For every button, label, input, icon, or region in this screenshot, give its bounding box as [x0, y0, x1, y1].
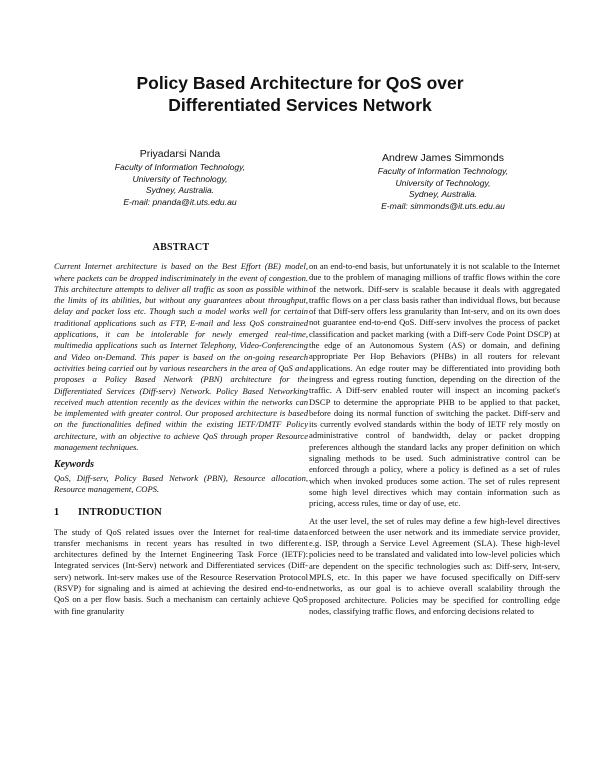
- abstract-heading: ABSTRACT: [152, 242, 210, 253]
- section-title: INTRODUCTION: [78, 507, 162, 519]
- section-number: 1: [54, 507, 60, 519]
- introduction-paragraph-1: The study of QoS related issues over the Internet for real-time data transfer mechanisms in recent years has resulted in two different architectures defined by the Internet Engineering Task Force (IETF): Integrated services (Int-Serv) network and Differentiated services (Diff-serv) network. Int-serv makes use of the Resource Reservation Protocol (RSVP) for signaling and is aimed at achieving the desired end-to-end QoS on a per flow basis. Such a mechanism can certainly achieve QoS with fine granularity: [54, 526, 308, 616]
- author-faculty: Faculty of Information Technology,: [114, 162, 246, 172]
- right-column-paragraph-2: At the user level, the set of rules may define a few high-level directives enforced between the user network and its immediate service provider, e.g. ISP, through a Service Level Agreement (SLA). These high-level policies need to be translated and validated into low-level policies which are dependent on the specific technologies such as: Diff-serv, Int-serv, MPLS, etc. In this paper we have focused specifically on Diff-serv networks, as our goal is to achieve overall scalability through the proposed architecture. Policies may be specified for controlling edge nodes, classifying traffic flows, and enforcing decisions related to: [309, 515, 560, 616]
- author-block-2: [330, 151, 556, 212]
- abstract-text: Current Internet architecture is based on the Best Effort (BE) model, where packets can be dropped indiscriminately in the event of congestion. This architecture attempts to deliver all traffic as soon as possible within the limits of its abilities, but without any guarantees about throughput, delay and packet loss etc. Though such a model works well for certain traditional applications such as FTP, E-mail and less QoS constrained applications, it can be intolerable for newly emerged real-time, multimedia applications such as Internet Telephony, Video-Conferencing and Video on-Demand. This paper is based on the on-going research activities being carried out by various researchers in the area of QoS and proposes a Policy Based Network (PBN) architecture for the Differentiated Services (Diff-serv) Network. Policy Based Networking received much attention recently as the devices within the networks can be implemented with greater control. Our proposed architecture is based on the functionalities defined within the existing IETF/DMTF Policy architecture, with an objective to achieve QoS through proper Resource management techniques.: [54, 261, 308, 453]
- author-name: Priyadarsi Nanda: [139, 148, 221, 160]
- author-name: Andrew James Simmonds: [382, 152, 504, 164]
- author-block-1: [80, 147, 280, 208]
- keywords-heading: Keywords: [54, 459, 94, 471]
- author-university: University of Technology,: [395, 177, 491, 188]
- author-city: Sydney, Australia.: [145, 185, 215, 195]
- author-university: University of Technology,: [132, 173, 228, 184]
- right-column-paragraph-1: on an end-to-end basis, but unfortunately it is not scalable to the Internet due to the problem of managing millions of traffic flows within the core of the network. Diff-serv is scalable because it deals with aggregated traffic flows on a per class basis rather than individual flows, but because of that Diff-serv offers less granularity than Int-serv, and on its own does not guarantee end-to-end QoS. Diff-serv involves the process of packet classification and packet marking (with a Diff-serv Code Point DSCP) at the edge of an Autonomous System (AS) or domain, and defining appropriate Per Hop Behaviors (PHBs) in all routers for relevant applications. An edge router may be differentiated into providing both ingress and egress routing function, depending on the direction of the traffic. A Diff-serv enabled router will inspect an incoming packet's DSCP to determine the appropriate PHB to be applied to that packet, before doing its normal function of switching the packet. Diff-serv and its currently evolved standards within the body of IETF rely mostly on administrative control of bandwidth, delay or packet dropping preferences although the standard lacks any proper definition on which signaling methods to be used. Such administrative control can be enforced through a policy, where a policy is defined as a set of rules which when invoked produces some action. The set of rules represent some high level directives which may contain information such as pricing, access rules, time or day of use, etc.: [309, 261, 560, 509]
- author-email[interactable]: E-mail: simmonds@it.uts.edu.au: [381, 200, 505, 211]
- author-email[interactable]: E-mail: pnanda@it.uts.edu.au: [123, 196, 237, 207]
- paper-title-line-1: Policy Based Architecture for QoS over: [136, 73, 464, 93]
- keywords-text: QoS, Diff-serv, Policy Based Network (PBN), Resource allocation, Resource management, COPS.: [54, 472, 308, 494]
- paper-title-line-2: Differentiated Services Network: [168, 95, 432, 115]
- author-faculty: Faculty of Information Technology,: [377, 166, 509, 176]
- author-city: Sydney, Australia.: [408, 189, 478, 199]
- paper-title: [60, 72, 540, 116]
- left-column: [54, 242, 308, 617]
- section-heading-introduction: [54, 507, 308, 518]
- right-column: [309, 261, 560, 617]
